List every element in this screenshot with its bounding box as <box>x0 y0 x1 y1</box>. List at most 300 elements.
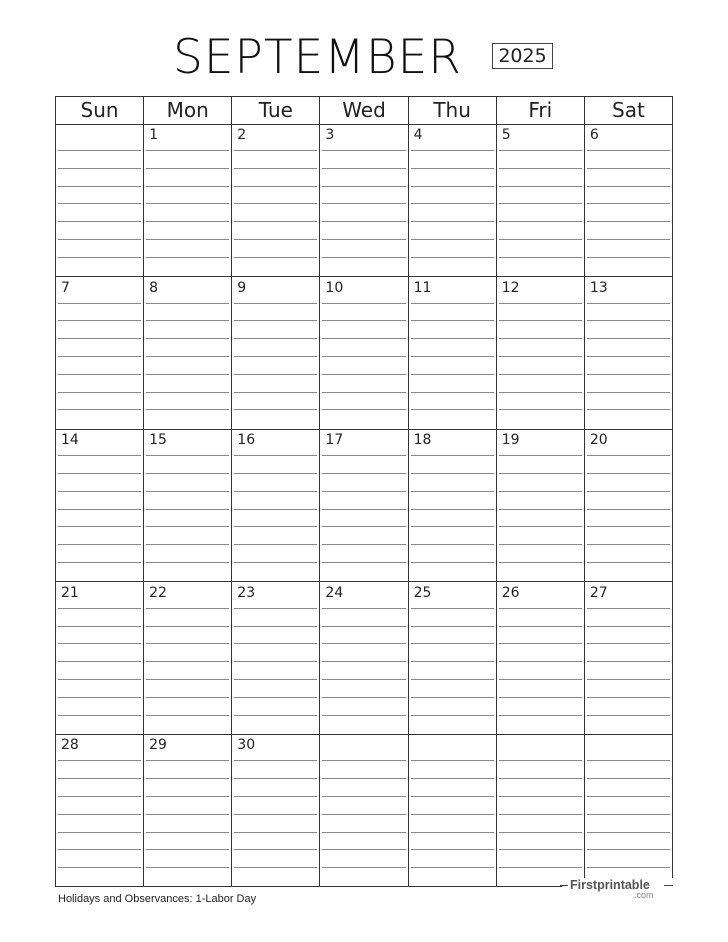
writing-line <box>587 392 670 393</box>
week-row <box>56 124 672 277</box>
day-number: 30 <box>237 737 256 754</box>
writing-line <box>587 455 670 456</box>
weekday-header <box>56 97 672 125</box>
writing-line <box>411 356 494 357</box>
writing-line <box>322 186 405 187</box>
day-cell[interactable] <box>56 734 144 887</box>
writing-line <box>411 814 494 815</box>
writing-line <box>146 832 229 833</box>
writing-line <box>58 150 141 151</box>
writing-line <box>234 150 317 151</box>
writing-line <box>146 661 229 662</box>
day-number: 21 <box>61 584 79 601</box>
writing-line <box>58 760 141 761</box>
brand-name: Firstprintable <box>570 878 650 892</box>
writing-line <box>411 849 494 850</box>
day-number: 20 <box>589 432 608 449</box>
day-cell[interactable] <box>56 582 144 734</box>
writing-line <box>499 374 582 375</box>
writing-line <box>499 320 582 321</box>
day-number: 13 <box>589 279 608 296</box>
writing-line <box>411 526 494 527</box>
writing-line <box>499 697 582 698</box>
writing-line <box>411 643 494 644</box>
writing-line <box>146 186 229 187</box>
day-cell[interactable] <box>144 277 232 429</box>
writing-line <box>411 626 494 627</box>
day-number: 27 <box>589 584 608 601</box>
writing-line <box>411 455 494 456</box>
writing-line <box>499 867 582 868</box>
brand-suffix: .com <box>634 890 654 900</box>
writing-line <box>587 643 670 644</box>
day-number: 15 <box>149 432 167 449</box>
writing-line <box>322 715 405 716</box>
writing-line <box>234 626 317 627</box>
day-cell[interactable] <box>144 124 232 276</box>
writing-line <box>587 526 670 527</box>
writing-line <box>234 303 317 304</box>
writing-line <box>499 409 582 410</box>
writing-line <box>587 374 670 375</box>
day-cell[interactable] <box>409 734 497 887</box>
writing-line <box>411 697 494 698</box>
writing-line <box>499 257 582 258</box>
writing-line <box>587 715 670 716</box>
weekday-fri: Fri <box>497 97 585 124</box>
day-number: 10 <box>325 279 344 296</box>
writing-line <box>58 374 141 375</box>
writing-line <box>58 544 141 545</box>
writing-line <box>587 320 670 321</box>
writing-line <box>587 303 670 304</box>
writing-line <box>587 778 670 779</box>
writing-line <box>146 320 229 321</box>
calendar-title <box>0 30 728 86</box>
writing-line <box>499 849 582 850</box>
writing-line <box>58 186 141 187</box>
day-cell[interactable] <box>320 277 408 429</box>
writing-line <box>146 303 229 304</box>
day-cell[interactable] <box>232 277 320 429</box>
writing-line <box>146 608 229 609</box>
day-cell[interactable] <box>409 582 497 734</box>
writing-line <box>234 544 317 545</box>
day-cell[interactable] <box>232 734 320 887</box>
writing-line <box>234 320 317 321</box>
writing-line <box>322 544 405 545</box>
writing-line <box>58 509 141 510</box>
writing-line <box>234 796 317 797</box>
writing-line <box>411 796 494 797</box>
writing-line <box>58 626 141 627</box>
writing-line <box>146 257 229 258</box>
writing-line <box>322 303 405 304</box>
day-cell[interactable] <box>585 277 672 429</box>
writing-line <box>322 409 405 410</box>
writing-line <box>58 679 141 680</box>
writing-line <box>234 186 317 187</box>
writing-line <box>499 608 582 609</box>
writing-line <box>587 796 670 797</box>
writing-line <box>411 338 494 339</box>
writing-line <box>587 814 670 815</box>
day-cell[interactable] <box>409 124 497 276</box>
day-number: 14 <box>61 432 79 449</box>
writing-line <box>58 778 141 779</box>
writing-line <box>146 562 229 563</box>
writing-line <box>234 643 317 644</box>
day-cell[interactable] <box>497 429 585 581</box>
writing-line <box>58 849 141 850</box>
day-cell[interactable] <box>144 429 232 581</box>
writing-line <box>234 374 317 375</box>
writing-line <box>499 473 582 474</box>
writing-line <box>411 715 494 716</box>
week-row <box>56 277 672 430</box>
writing-line <box>587 473 670 474</box>
writing-line <box>587 186 670 187</box>
writing-line <box>411 303 494 304</box>
day-cell[interactable] <box>497 582 585 734</box>
writing-line <box>411 608 494 609</box>
writing-line <box>499 455 582 456</box>
day-number: 12 <box>501 279 520 296</box>
day-number: 19 <box>501 432 520 449</box>
writing-line <box>411 374 494 375</box>
writing-line <box>322 562 405 563</box>
day-cell[interactable] <box>320 734 408 887</box>
writing-line <box>411 186 494 187</box>
writing-line <box>499 715 582 716</box>
writing-line <box>322 203 405 204</box>
writing-line <box>58 715 141 716</box>
writing-line <box>146 150 229 151</box>
writing-line <box>411 679 494 680</box>
writing-line <box>499 186 582 187</box>
writing-line <box>587 626 670 627</box>
writing-line <box>58 239 141 240</box>
writing-line <box>234 509 317 510</box>
year-badge: 2025 <box>492 43 553 69</box>
writing-line <box>58 320 141 321</box>
writing-line <box>58 867 141 868</box>
weekday-sun: Sun <box>56 97 144 124</box>
writing-line <box>322 679 405 680</box>
writing-line <box>411 760 494 761</box>
weekday-thu: Thu <box>409 97 497 124</box>
writing-line <box>322 626 405 627</box>
writing-line <box>499 491 582 492</box>
day-cell[interactable] <box>56 429 144 581</box>
writing-line <box>587 867 670 868</box>
writing-line <box>58 814 141 815</box>
weekday-wed: Wed <box>320 97 408 124</box>
writing-line <box>58 356 141 357</box>
writing-line <box>411 509 494 510</box>
writing-line <box>587 338 670 339</box>
writing-line <box>322 455 405 456</box>
writing-line <box>587 544 670 545</box>
writing-line <box>58 203 141 204</box>
writing-line <box>234 608 317 609</box>
weekday-tue: Tue <box>232 97 320 124</box>
writing-line <box>58 796 141 797</box>
writing-line <box>499 796 582 797</box>
writing-line <box>499 303 582 304</box>
writing-line <box>234 562 317 563</box>
writing-line <box>322 526 405 527</box>
writing-line <box>58 221 141 222</box>
holidays-note: Holidays and Observances: 1-Labor Day <box>58 893 257 905</box>
writing-line <box>146 867 229 868</box>
writing-line <box>58 491 141 492</box>
writing-line <box>411 150 494 151</box>
writing-line <box>499 544 582 545</box>
week-row <box>56 429 672 582</box>
writing-line <box>587 409 670 410</box>
writing-line <box>234 715 317 716</box>
writing-line <box>322 509 405 510</box>
writing-line <box>146 509 229 510</box>
writing-line <box>499 239 582 240</box>
writing-line <box>58 832 141 833</box>
writing-line <box>146 203 229 204</box>
brand-logo <box>562 878 676 904</box>
writing-line <box>499 356 582 357</box>
writing-line <box>499 203 582 204</box>
writing-line <box>234 849 317 850</box>
writing-line <box>587 760 670 761</box>
writing-line <box>499 760 582 761</box>
day-cell[interactable] <box>409 277 497 429</box>
day-number: 9 <box>237 279 247 296</box>
writing-line <box>322 643 405 644</box>
day-cell[interactable] <box>497 277 585 429</box>
writing-line <box>234 203 317 204</box>
writing-line <box>58 409 141 410</box>
writing-line <box>322 257 405 258</box>
calendar-grid <box>55 96 673 887</box>
day-cell[interactable] <box>585 582 672 734</box>
writing-line <box>58 643 141 644</box>
day-cell[interactable] <box>585 124 672 276</box>
writing-line <box>587 849 670 850</box>
day-cell[interactable] <box>144 582 232 734</box>
writing-line <box>411 867 494 868</box>
writing-line <box>587 239 670 240</box>
writing-line <box>322 150 405 151</box>
day-cell[interactable] <box>497 124 585 276</box>
day-number: 5 <box>501 127 511 143</box>
writing-line <box>322 661 405 662</box>
writing-line <box>234 661 317 662</box>
writing-line <box>587 168 670 169</box>
day-cell[interactable] <box>320 582 408 734</box>
writing-line <box>58 473 141 474</box>
writing-line <box>58 392 141 393</box>
writing-line <box>146 338 229 339</box>
writing-line <box>499 221 582 222</box>
day-cell[interactable] <box>232 582 320 734</box>
weekday-mon: Mon <box>144 97 232 124</box>
day-cell[interactable] <box>56 277 144 429</box>
writing-line <box>322 832 405 833</box>
writing-line <box>322 374 405 375</box>
day-cell[interactable] <box>232 429 320 581</box>
writing-line <box>146 778 229 779</box>
writing-line <box>146 796 229 797</box>
writing-line <box>234 409 317 410</box>
writing-line <box>146 168 229 169</box>
writing-line <box>234 338 317 339</box>
writing-line <box>146 626 229 627</box>
writing-line <box>234 168 317 169</box>
writing-line <box>234 867 317 868</box>
writing-line <box>322 697 405 698</box>
writing-line <box>499 626 582 627</box>
day-cell[interactable] <box>320 429 408 581</box>
writing-line <box>146 643 229 644</box>
writing-line <box>411 409 494 410</box>
writing-line <box>499 562 582 563</box>
day-number: 25 <box>413 584 432 601</box>
writing-line <box>146 760 229 761</box>
writing-line <box>587 257 670 258</box>
writing-line <box>58 455 141 456</box>
writing-line <box>322 392 405 393</box>
day-cell[interactable] <box>320 124 408 276</box>
writing-line <box>587 679 670 680</box>
writing-line <box>146 715 229 716</box>
day-cell[interactable] <box>497 734 585 887</box>
writing-line <box>587 697 670 698</box>
writing-line <box>322 239 405 240</box>
writing-line <box>411 491 494 492</box>
writing-line <box>234 257 317 258</box>
day-number: 1 <box>149 127 159 143</box>
writing-line <box>322 814 405 815</box>
day-number: 22 <box>149 584 167 601</box>
writing-line <box>146 409 229 410</box>
day-number: 16 <box>237 432 256 449</box>
writing-line <box>234 356 317 357</box>
day-cell[interactable] <box>585 429 672 581</box>
writing-line <box>234 832 317 833</box>
writing-line <box>587 832 670 833</box>
writing-line <box>587 221 670 222</box>
writing-line <box>587 661 670 662</box>
writing-line <box>322 356 405 357</box>
writing-line <box>58 562 141 563</box>
day-cell[interactable] <box>585 734 672 887</box>
writing-line <box>499 679 582 680</box>
day-number: 18 <box>413 432 432 449</box>
writing-line <box>499 814 582 815</box>
writing-line <box>322 338 405 339</box>
writing-line <box>499 168 582 169</box>
writing-line <box>587 509 670 510</box>
writing-line <box>499 526 582 527</box>
writing-line <box>322 491 405 492</box>
day-cell[interactable] <box>144 734 232 887</box>
writing-line <box>58 526 141 527</box>
writing-line <box>234 455 317 456</box>
writing-line <box>587 150 670 151</box>
writing-line <box>499 643 582 644</box>
writing-line <box>234 760 317 761</box>
day-cell[interactable] <box>56 124 144 276</box>
writing-line <box>411 257 494 258</box>
writing-line <box>411 832 494 833</box>
writing-line <box>499 661 582 662</box>
writing-line <box>58 303 141 304</box>
writing-line <box>499 150 582 151</box>
writing-line <box>411 778 494 779</box>
writing-line <box>234 814 317 815</box>
day-number: 2 <box>237 127 247 143</box>
writing-line <box>322 221 405 222</box>
month-title: SEPTEMBER <box>173 30 462 85</box>
writing-line <box>411 392 494 393</box>
writing-line <box>499 392 582 393</box>
writing-line <box>587 608 670 609</box>
brand-divider <box>560 885 568 886</box>
week-row <box>56 734 672 887</box>
writing-line <box>58 257 141 258</box>
writing-line <box>411 320 494 321</box>
writing-line <box>234 679 317 680</box>
day-number: 24 <box>325 584 344 601</box>
brand-divider <box>664 885 673 886</box>
day-number: 11 <box>413 279 432 296</box>
writing-line <box>234 491 317 492</box>
day-cell[interactable] <box>232 124 320 276</box>
writing-line <box>58 338 141 339</box>
writing-line <box>411 562 494 563</box>
weekday-sat: Sat <box>612 98 645 122</box>
day-number: 6 <box>589 127 599 143</box>
writing-line <box>58 168 141 169</box>
writing-line <box>587 562 670 563</box>
writing-line <box>322 867 405 868</box>
writing-line <box>499 832 582 833</box>
writing-line <box>58 661 141 662</box>
day-cell[interactable] <box>409 429 497 581</box>
writing-line <box>146 356 229 357</box>
writing-line <box>411 203 494 204</box>
week-row <box>56 582 672 735</box>
day-number: 17 <box>325 432 344 449</box>
writing-line <box>499 778 582 779</box>
writing-line <box>322 168 405 169</box>
writing-line <box>146 544 229 545</box>
writing-line <box>146 526 229 527</box>
day-number: 29 <box>149 737 167 754</box>
writing-line <box>499 338 582 339</box>
day-number: 23 <box>237 584 256 601</box>
writing-line <box>58 608 141 609</box>
writing-line <box>411 239 494 240</box>
writing-line <box>322 473 405 474</box>
writing-line <box>587 203 670 204</box>
day-number: 26 <box>501 584 520 601</box>
writing-line <box>146 473 229 474</box>
writing-line <box>146 221 229 222</box>
writing-line <box>234 778 317 779</box>
writing-line <box>146 697 229 698</box>
writing-line <box>411 661 494 662</box>
